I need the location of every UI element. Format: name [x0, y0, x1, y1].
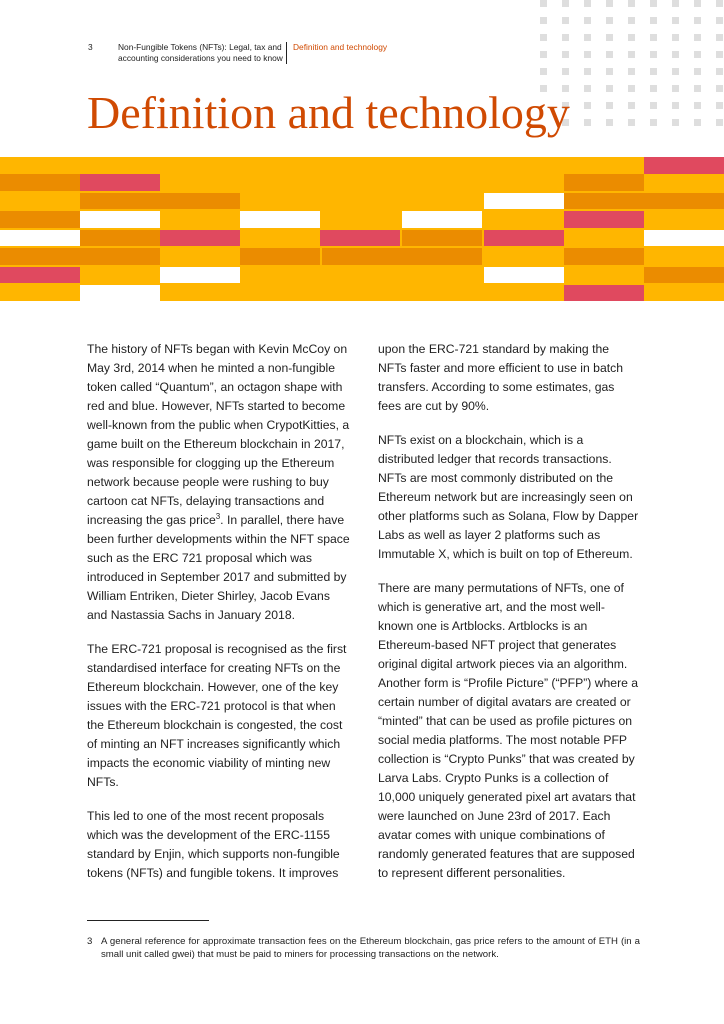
left-column — [87, 340, 352, 898]
banner-cell — [160, 230, 240, 246]
banner-cell — [160, 267, 240, 283]
dot — [650, 17, 657, 24]
dot — [540, 34, 547, 41]
banner-cell — [644, 267, 724, 283]
dot — [650, 119, 657, 126]
section-title: Definition and technology — [293, 42, 388, 52]
footnote-text: A general reference for approximate transaction fees on the Ethereum blockchain, gas price refers to the amount of ETH (in a small unit called gwei) that must be paid to miners for processing transactions on the network. — [101, 936, 640, 960]
banner-cell — [160, 193, 240, 209]
banner-cell — [320, 230, 400, 246]
dot — [584, 102, 591, 109]
dot — [606, 51, 613, 58]
dot — [628, 119, 635, 126]
banner-cell — [484, 193, 564, 209]
dot — [606, 17, 613, 24]
banner-cell — [644, 157, 724, 174]
dot — [628, 0, 635, 7]
dot — [628, 68, 635, 75]
dot — [562, 34, 569, 41]
banner-cell — [402, 211, 482, 228]
dot — [672, 102, 679, 109]
dot — [672, 119, 679, 126]
dot — [540, 68, 547, 75]
decorative-banner — [0, 157, 724, 301]
paragraph: There are many permutations of NFTs, one of which is generative art, and the most well-known one is Artblocks. Artblocks is an Ethereum-based NFT project that generates original digital artwork pieces via an algorithm. Another form is “Profile Picture” (“PFP”) where a certain number of digital avatars are created or “minted” that can be used as profile pictures on social media platforms. The most notable PFP collection is “Crypto Punks” that was created by Larva Labs. Crypto Punks is a collection of 10,000 uniquely generated pixel art avatars that were launched on June 23rd of 2017. Each avatar comes with unique combinations of randomly generated features that are supposed to represent different personalities. — [378, 581, 639, 880]
dot — [716, 51, 723, 58]
dot — [628, 102, 635, 109]
banner-cell — [0, 193, 80, 209]
paragraph: NFTs exist on a blockchain, which is a distributed ledger that records transactions. NFTs are most commonly distributed on the Ethereum network but are increasingly seen on other platforms such as Solana, Flow by Dapper Labs as well as layer 2 platforms such as Immutable X, which is built on top of Ethereum. — [378, 433, 639, 561]
dot — [694, 85, 701, 92]
dot — [540, 0, 547, 7]
dot — [672, 17, 679, 24]
dot — [540, 51, 547, 58]
banner-cell — [80, 193, 160, 209]
dot — [628, 51, 635, 58]
dot — [628, 34, 635, 41]
dot — [584, 68, 591, 75]
document-title: Non-Fungible Tokens (NFTs): Legal, tax and accounting considerations you need to know — [118, 42, 283, 63]
dot — [562, 0, 569, 7]
banner-cell — [402, 248, 482, 265]
banner-cell — [564, 211, 644, 228]
banner-cell — [240, 248, 320, 265]
dot — [672, 34, 679, 41]
dot — [650, 85, 657, 92]
banner-cell — [484, 267, 564, 283]
dot — [672, 68, 679, 75]
banner-cell — [644, 193, 724, 209]
dot — [716, 17, 723, 24]
dot — [606, 102, 613, 109]
dot — [650, 0, 657, 7]
dot — [694, 17, 701, 24]
dot — [606, 119, 613, 126]
dot — [694, 68, 701, 75]
dot — [584, 119, 591, 126]
paragraph: This led to one of the most recent proposals which was the development of the ERC-1155 standard by Enjin, which supports non-fungible tokens (NFTs) and fungible tokens. It improves — [87, 809, 340, 880]
dot — [606, 68, 613, 75]
banner-cell — [564, 285, 644, 301]
dot — [628, 85, 635, 92]
footnote — [87, 936, 640, 961]
dot — [584, 0, 591, 7]
banner-cell — [484, 230, 564, 246]
dot — [716, 34, 723, 41]
banner-cell — [402, 230, 482, 246]
banner-cell — [0, 248, 80, 265]
header-divider — [286, 42, 287, 64]
dot — [606, 85, 613, 92]
banner-cell — [80, 230, 160, 246]
banner-cell — [564, 174, 644, 191]
dot — [672, 51, 679, 58]
dot — [562, 51, 569, 58]
dot — [694, 51, 701, 58]
right-column — [378, 340, 640, 898]
paragraph: The history of NFTs began with Kevin McCoy on May 3rd, 2014 when he minted a non-fungible token called “Quantum”, an octagon shape with red and blue. However, NFTs started to become well-known from the public when CrypotKitties, a game built on the Ethereum blockchain in 2017, was responsible for clogging up the Ethereum network because people were rushing to buy cartoon cat NFTs, delaying transactions and increasing the gas price$^3$. In parallel, there have been further developments within the NFT space such as the ERC 721 proposal which was introduced in September 2017 and submitted by William Entriken, Dieter Shirley, Jacob Evans and Nastassia Sachs in January 2018. — [87, 342, 350, 622]
dot — [584, 34, 591, 41]
banner-cell — [0, 174, 80, 191]
banner-cell — [564, 193, 644, 209]
dot — [650, 102, 657, 109]
banner-cell — [80, 211, 160, 228]
footnote-reference[interactable]: 3 — [215, 512, 221, 521]
page-number: 3 — [88, 42, 93, 52]
dot — [694, 34, 701, 41]
banner-cell — [80, 174, 160, 191]
dot — [650, 51, 657, 58]
banner-cell — [0, 267, 80, 283]
banner-cell — [322, 248, 402, 265]
banner-cell — [80, 285, 160, 301]
dot — [606, 34, 613, 41]
dot — [584, 85, 591, 92]
banner-cell — [0, 230, 80, 246]
banner-cell — [564, 248, 644, 265]
dot — [716, 85, 723, 92]
dot — [606, 0, 613, 7]
dot — [716, 68, 723, 75]
dot — [562, 17, 569, 24]
banner-cell — [644, 230, 724, 246]
paragraph: The ERC-721 proposal is recognised as the first standardised interface for creating NFTs on the Ethereum blockchain. However, one of the key issues with the ERC-721 protocol is that when the Ethereum blockchain is congested, the cost of minting an NFT increases significantly which impacts the economic viability of minting new NFTs. — [87, 642, 347, 789]
footnote-separator — [87, 920, 209, 921]
dot — [694, 0, 701, 7]
dot — [562, 68, 569, 75]
dot — [716, 102, 723, 109]
paragraph: upon the ERC-721 standard by making the NFTs faster and more efficient to use in batch transfers. According to some estimates, gas fees are cut by 90%. — [378, 342, 623, 413]
dot — [650, 68, 657, 75]
dot — [716, 0, 723, 7]
dot — [672, 0, 679, 7]
dot — [584, 17, 591, 24]
banner-cell — [240, 211, 320, 228]
banner-cell — [80, 248, 160, 265]
banner-cell — [644, 174, 724, 191]
footnote-number: 3 — [87, 936, 93, 947]
dot — [584, 51, 591, 58]
dot — [694, 102, 701, 109]
page-title: Definition and technology — [87, 87, 570, 138]
dot — [650, 34, 657, 41]
dot — [540, 17, 547, 24]
dot — [628, 17, 635, 24]
dot — [694, 119, 701, 126]
dot — [672, 85, 679, 92]
banner-cell — [0, 211, 80, 228]
dot — [716, 119, 723, 126]
